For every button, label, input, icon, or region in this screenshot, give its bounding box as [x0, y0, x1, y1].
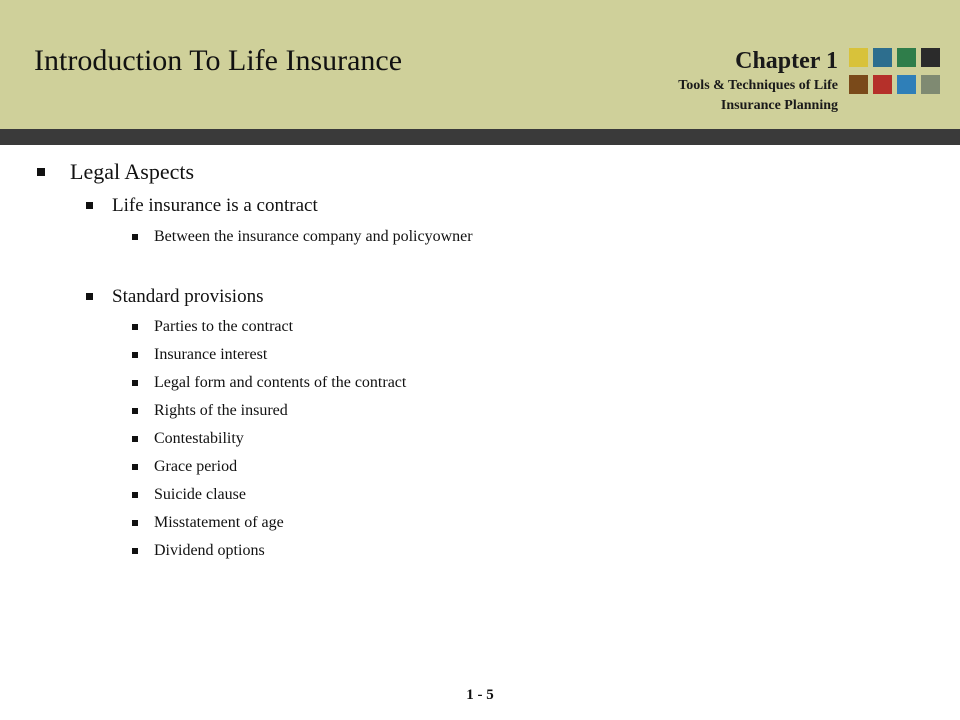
provision-item [154, 401, 288, 421]
color-swatch [873, 48, 892, 67]
square-bullet-icon [132, 408, 138, 414]
bullet-text: Rights of the insured [154, 402, 288, 419]
bullet-legal-aspects [70, 158, 194, 186]
bullet-standard-provisions [112, 285, 263, 309]
square-bullet-icon [132, 352, 138, 358]
header-divider-bar [0, 129, 960, 145]
square-bullet-icon [132, 234, 138, 240]
square-bullet-icon [86, 202, 93, 209]
bullet-text: Contestability [154, 430, 244, 447]
square-bullet-icon [86, 293, 93, 300]
header-band [0, 0, 960, 129]
provision-item [154, 429, 244, 449]
provision-item [154, 541, 265, 561]
provision-item [154, 317, 293, 337]
bullet-text: Suicide clause [154, 486, 246, 503]
bullet-text: Misstatement of age [154, 514, 284, 531]
bullet-text: Insurance interest [154, 346, 268, 363]
chapter-title: Chapter 1 [735, 48, 838, 74]
provision-item [154, 373, 406, 393]
bullet-text: Between the insurance company and policyowner [154, 228, 473, 245]
bullet-contract-detail [154, 227, 473, 247]
color-swatch [849, 75, 868, 94]
square-bullet-icon [132, 324, 138, 330]
chapter-subtitle-line1: Tools & Techniques of Life [678, 78, 838, 93]
square-bullet-icon [132, 464, 138, 470]
bullet-text: Legal Aspects [70, 159, 195, 184]
provision-item [154, 345, 267, 365]
color-swatch [873, 75, 892, 94]
chapter-block [538, 46, 838, 116]
page-number: 1 - 5 [466, 687, 494, 703]
provision-item [154, 485, 246, 505]
bullet-text: Life insurance is a contract [112, 195, 318, 216]
bullet-text: Grace period [154, 458, 238, 475]
square-bullet-icon [132, 520, 138, 526]
square-bullet-icon [132, 548, 138, 554]
bullet-text: Standard provisions [112, 286, 264, 307]
bullet-text: Legal form and contents of the contract [154, 374, 407, 391]
color-swatch [897, 75, 916, 94]
square-bullet-icon [37, 168, 45, 176]
color-swatch [921, 75, 940, 94]
square-bullet-icon [132, 492, 138, 498]
provision-item [154, 457, 237, 477]
color-swatch [897, 48, 916, 67]
provision-item [154, 513, 284, 533]
slide-title: Introduction To Life Insurance [34, 44, 403, 77]
square-bullet-icon [132, 436, 138, 442]
bullet-contract [112, 194, 318, 218]
color-swatch-grid [846, 48, 942, 96]
color-swatch [849, 48, 868, 67]
square-bullet-icon [132, 380, 138, 386]
chapter-subtitle-line2: Insurance Planning [720, 98, 838, 113]
color-swatch [921, 48, 940, 67]
bullet-text: Dividend options [154, 542, 265, 559]
bullet-text: Parties to the contract [154, 318, 294, 335]
